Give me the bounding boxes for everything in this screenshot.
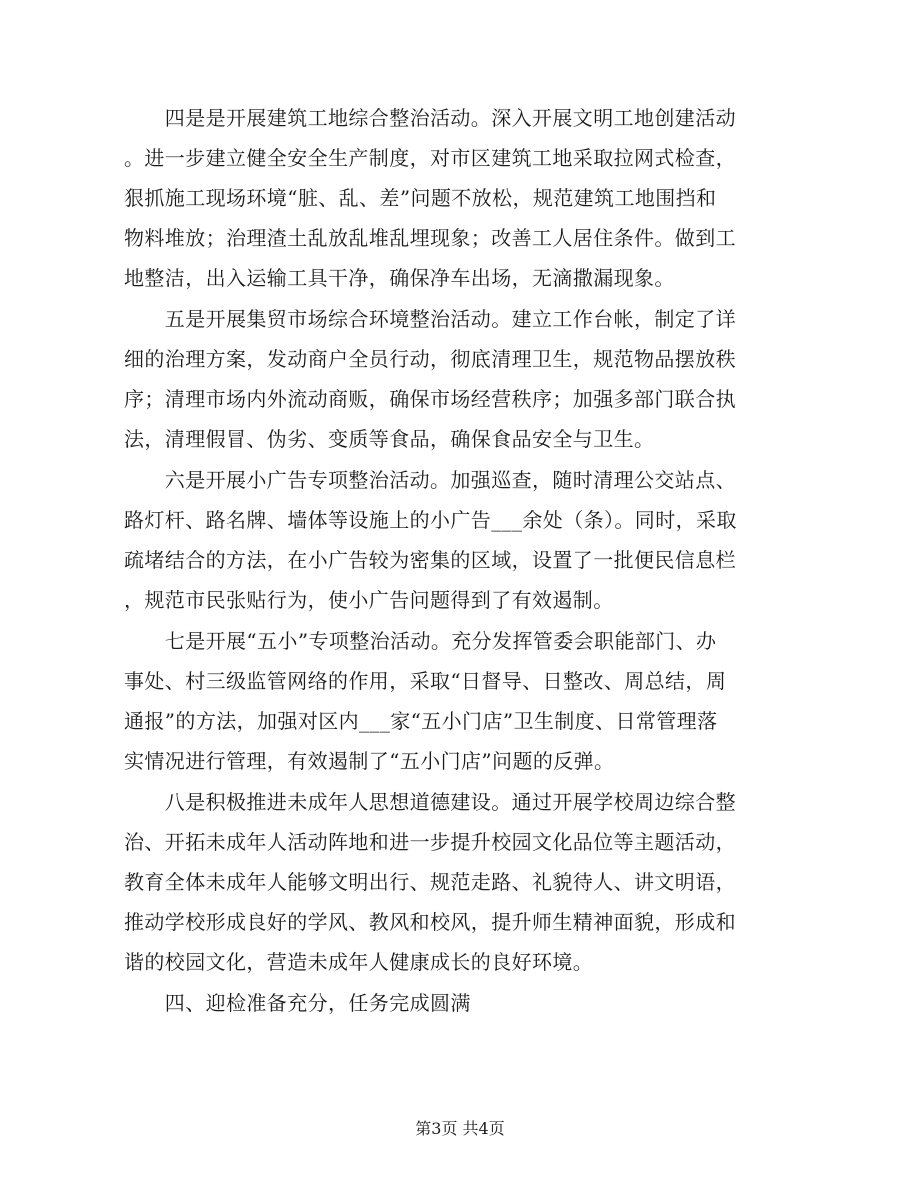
page-number: 第3页 共4页 (415, 1119, 505, 1138)
text-line: 七是开展“五小”专项整治活动。充分发挥管委会职能部门、办 (124, 629, 717, 653)
text-line: 四是是开展建筑工地综合整治活动。深入开展文明工地创建活动 (124, 106, 736, 130)
text-line: 细的治理方案，发动商户全员行动，彻底清理卫生，规范物品摆放秩 (124, 347, 736, 371)
text-line: 八是积极推进未成年人思想道德建设。通过开展学校周边综合整 (124, 790, 736, 814)
text-line: 路灯杆、路名牌、墙体等设施上的小广告___余处（条）。同时，采取 (124, 508, 737, 532)
text-line: 狠抓施工现场环境“脏、乱、差”问题不放松，规范建筑工地围挡和 (124, 186, 717, 210)
text-line: 。进一步建立健全安全生产制度，对市区建筑工地采取拉网式检查， (124, 146, 736, 170)
text-line: 法，清理假冒、伪劣、变质等食品，确保食品安全与卫生。 (124, 427, 655, 451)
text-line: 地整洁，出入运输工具干净，确保净车出场，无滴撒漏现象。 (124, 266, 675, 290)
text-line: 推动学校形成良好的学风、教风和校风，提升师生精神面貌，形成和 (124, 910, 736, 934)
text-line: ，规范市民张贴行为，使小广告问题得到了有效遏制。 (124, 588, 614, 612)
text-line: 六是开展小广告专项整治活动。加强巡查，随时清理公交站点、 (124, 468, 736, 492)
text-line: 物料堆放；治理渣土乱放乱堆乱埋现象；改善工人居住条件。做到工 (124, 226, 736, 250)
text-line: 事处、村三级监管网络的作用，采取“日督导、日整改、周总结，周 (124, 669, 727, 693)
section-heading: 四、迎检准备充分，任务完成圆满 (124, 991, 471, 1015)
text-line: 治、开拓未成年人活动阵地和进一步提升校园文化品位等主题活动， (124, 830, 736, 854)
text-line: 谐的校园文化，营造未成年人健康成长的良好环境。 (124, 950, 594, 974)
text-line: 实情况进行管理，有效遏制了“五小门店”问题的反弹。 (124, 749, 615, 773)
text-line: 通报”的方法，加强对区内___家“五小门店”卫生制度、日常管理落 (124, 709, 718, 733)
text-line: 序；清理市场内外流动商贩，确保市场经营秩序；加强多部门联合执 (124, 387, 736, 411)
text-line: 五是开展集贸市场综合环境整治活动。建立工作台帐，制定了详 (124, 307, 736, 331)
text-line: 疏堵结合的方法，在小广告较为密集的区域，设置了一批便民信息栏 (124, 548, 736, 572)
text-line: 教育全体未成年人能够文明出行、规范走路、礼貌待人、讲文明语， (124, 870, 736, 894)
